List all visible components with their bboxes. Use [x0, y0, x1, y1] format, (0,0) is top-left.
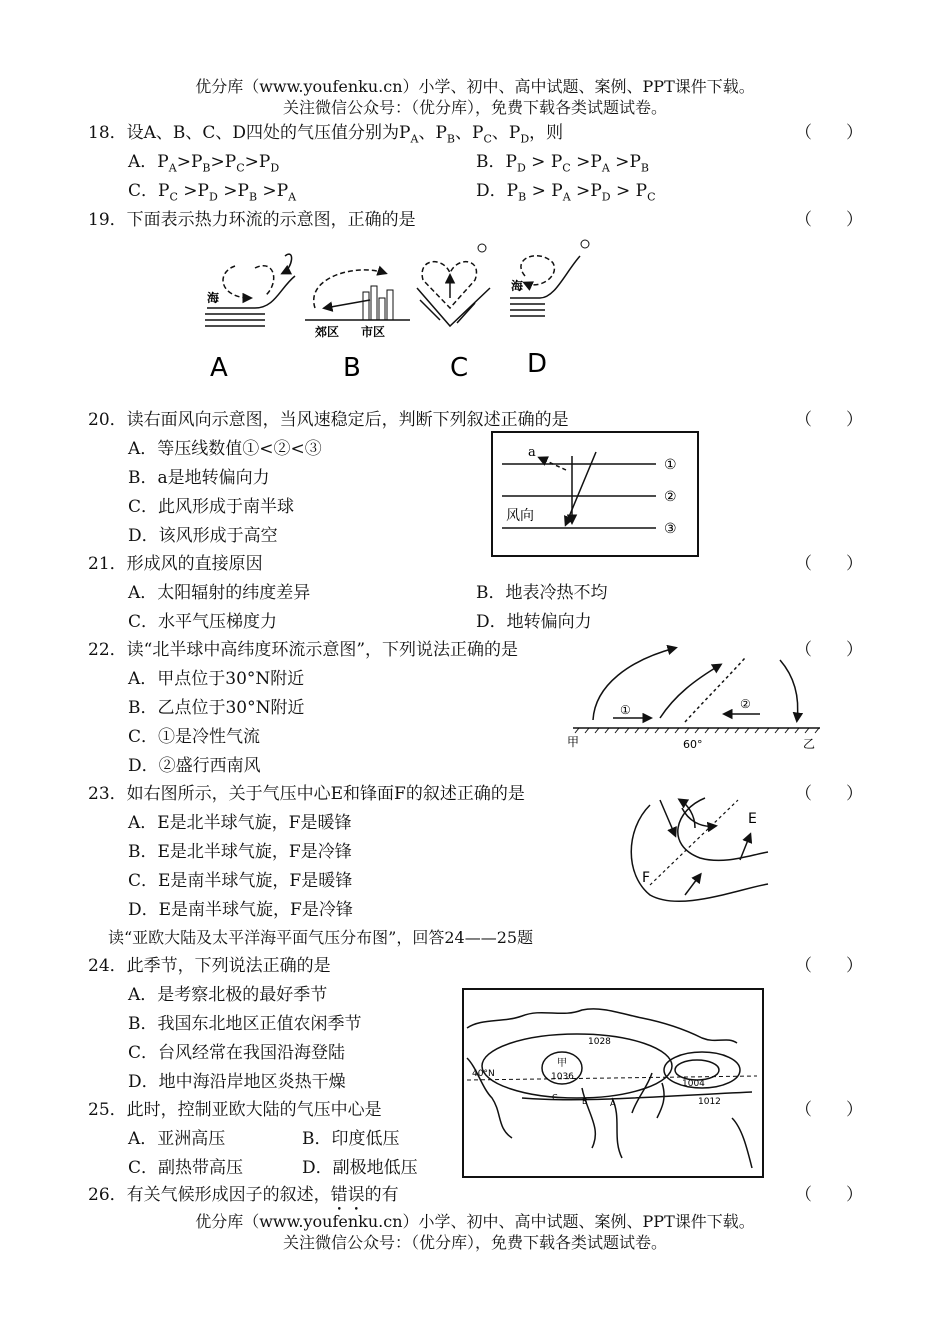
- isobar-1028-label: 1028: [588, 1037, 611, 1047]
- wind-direction-figure: [490, 430, 702, 560]
- isobar-label-3: ③: [664, 521, 677, 537]
- question-number: 24．: [88, 956, 127, 976]
- diagram-b[interactable]: [305, 270, 410, 383]
- latitude-40-label: 40°N: [472, 1069, 495, 1079]
- front-f-label: F: [642, 870, 651, 886]
- question-stem: 形成风的直接原因: [126, 554, 263, 574]
- airflow-1-label: ①: [620, 703, 631, 717]
- diagram-label-c: C: [450, 353, 469, 383]
- answer-blank-22[interactable]: （ ）: [795, 640, 863, 660]
- question-number: 19．: [88, 210, 127, 230]
- q25-option-b[interactable]: B．印度低压: [302, 1129, 400, 1149]
- question-number: 20．: [88, 410, 127, 430]
- q18-option-d[interactable]: D．$P_B > P_A >P_D > P_C$: [476, 181, 656, 204]
- thermal-circulation-figure: [195, 228, 615, 388]
- suburb-label: 郊区: [315, 325, 340, 339]
- q23-option-a[interactable]: A．E是北半球气旋，F是暖锋: [128, 813, 352, 833]
- question-25: [88, 1099, 382, 1121]
- city-label: 市区: [361, 325, 386, 339]
- isobar-1012-label: 1012: [698, 1097, 721, 1107]
- q25-option-d[interactable]: D．副极地低压: [302, 1158, 418, 1178]
- sun-icon: [478, 244, 486, 252]
- q23-option-d[interactable]: D．E是南半球气旋，F是冷锋: [128, 900, 353, 920]
- point-b-label: B: [582, 1097, 588, 1106]
- question-24: [88, 955, 331, 977]
- question-stem: 此时，控制亚欧大陆的气压中心是: [126, 1100, 382, 1120]
- question-18: 18．设A、B、C、D四处的气压值分别为$P_A$、$P_B$、$P_C$、$P_D$，则: [88, 123, 564, 146]
- q23-option-c[interactable]: C．E是南半球气旋，F是暖锋: [128, 871, 353, 891]
- question-20: [88, 409, 569, 431]
- q20-option-a[interactable]: A．等压线数值①<②<③: [128, 439, 322, 459]
- q24-option-d[interactable]: D．地中海沿岸地区炎热干燥: [128, 1072, 346, 1092]
- q21-option-c[interactable]: C．水平气压梯度力: [128, 612, 278, 632]
- q25-option-a[interactable]: A．亚洲高压: [128, 1129, 226, 1149]
- q20-option-c[interactable]: C．此风形成于南半球: [128, 497, 295, 517]
- diagram-label-d: D: [527, 349, 548, 379]
- question-number: 23．: [88, 784, 127, 804]
- sea-label: 海: [207, 291, 220, 305]
- question-number: 21．: [88, 554, 127, 574]
- q18-option-b[interactable]: B．$P_D > P_C >P_A >P_B$: [476, 152, 649, 175]
- q25-option-c[interactable]: C．副热带高压: [128, 1158, 244, 1178]
- question-stem: 读“北半球中高纬度环流示意图”，下列说法正确的是: [126, 640, 519, 660]
- latitude-60-label: 60°: [683, 738, 703, 751]
- question-stem: 下面表示热力环流的示意图，正确的是: [126, 210, 416, 230]
- question-21: [88, 553, 263, 575]
- point-jia-label: 甲: [567, 735, 580, 749]
- q21-option-b[interactable]: B．地表冷热不均: [476, 583, 608, 603]
- answer-blank-20[interactable]: （ ）: [795, 410, 863, 430]
- q22-option-a[interactable]: A．甲点位于30°N附近: [128, 669, 305, 689]
- q24-option-c[interactable]: C．台风经常在我国沿海登陆: [128, 1043, 346, 1063]
- question-number: 25．: [88, 1100, 127, 1120]
- question-number: 26．: [88, 1185, 127, 1205]
- q22-option-c[interactable]: C．①是冷性气流: [128, 727, 261, 747]
- question-number: 18．: [88, 123, 127, 143]
- question-22: [88, 639, 518, 661]
- q23-option-b[interactable]: B．E是北半球气旋，F是冷锋: [128, 842, 352, 862]
- sun-icon: [581, 240, 589, 248]
- point-a-label: A: [610, 1099, 616, 1108]
- isobar-label-2: ②: [664, 489, 677, 505]
- diagram-label-b: B: [343, 353, 361, 383]
- q18-option-a[interactable]: A．$P_A>P_B>P_C>P_D$: [128, 152, 280, 175]
- question-number: 22．: [88, 640, 127, 660]
- diagram-label-a: A: [210, 353, 228, 383]
- isobar-1004-label: 1004: [682, 1079, 705, 1089]
- q21-option-d[interactable]: D．地转偏向力: [476, 612, 592, 632]
- question-stem: 读右面风向示意图，当风速稳定后，判断下列叙述正确的是: [126, 410, 569, 430]
- q20-option-d[interactable]: D．该风形成于高空: [128, 526, 278, 546]
- answer-blank-21[interactable]: （ ）: [795, 554, 863, 574]
- isobar-label-1: ①: [664, 457, 677, 473]
- q24-option-b[interactable]: B．我国东北地区正值农闲季节: [128, 1014, 362, 1034]
- q22-option-d[interactable]: D．②盛行西南风: [128, 756, 261, 776]
- q20-option-b[interactable]: B．a是地转偏向力: [128, 468, 270, 488]
- isobar-1036-label: 1036: [551, 1072, 574, 1082]
- header-line-1: 优分库（www.youfenku.cn）小学、初中、高中试题、案例、PPT课件下载。: [195, 77, 755, 96]
- q18-option-c[interactable]: C．$P_C >P_D >P_B >P_A$: [128, 181, 297, 204]
- cyclone-front-figure: [620, 790, 770, 910]
- question-stem: 如右图所示，关于气压中心E和锋面F的叙述正确的是: [126, 784, 525, 804]
- point-c-label: C: [552, 1093, 558, 1102]
- wind-label: 风向: [506, 508, 534, 524]
- sea-label: 海: [511, 279, 524, 293]
- question-stem: 此季节，下列说法正确的是: [126, 956, 331, 976]
- pressure-center-e-label: E: [748, 811, 757, 827]
- diagram-c[interactable]: [417, 244, 490, 383]
- answer-blank-23[interactable]: （ ）: [795, 784, 863, 804]
- diagram-a[interactable]: [205, 254, 295, 383]
- question-stem: 设A、B、C、D四处的气压值分别为P: [126, 123, 411, 143]
- diagram-d[interactable]: [510, 240, 589, 379]
- header-line-2: 关注微信公众号：（优分库），免费下载各类试题试卷。: [282, 98, 667, 117]
- question-26: 26．有关气候形成因子的叙述，错误的有: [88, 1185, 399, 1205]
- force-a-label: a: [528, 445, 536, 460]
- circulation-figure: [565, 640, 825, 755]
- answer-blank-26[interactable]: （ ）: [795, 1185, 863, 1205]
- pressure-map-figure: [462, 988, 764, 1178]
- q21-option-a[interactable]: A．太阳辐射的纬度差异: [128, 583, 311, 603]
- q24-option-a[interactable]: A．是考察北极的最好季节: [128, 985, 328, 1005]
- footer-line-1: 优分库（www.youfenku.cn）小学、初中、高中试题、案例、PPT课件下载。: [195, 1212, 755, 1231]
- reading-instruction: 读“亚欧大陆及太平洋海平面气压分布图”，回答24——25题: [108, 928, 534, 947]
- point-yi-label: 乙: [803, 737, 816, 751]
- answer-blank-19[interactable]: （ ）: [795, 210, 863, 230]
- footer-line-2: 关注微信公众号：（优分库），免费下载各类试题试卷。: [282, 1233, 667, 1252]
- question-stem: 有关气候形成因子的叙述，: [126, 1185, 331, 1205]
- emphasis-text: 错误: [330, 1185, 365, 1205]
- answer-blank-25[interactable]: （ ）: [795, 1100, 863, 1120]
- question-23: [88, 783, 525, 805]
- answer-blank-18[interactable]: （ ）: [795, 123, 863, 143]
- high-jia-label: 甲: [557, 1058, 567, 1069]
- answer-blank-24[interactable]: （ ）: [795, 956, 863, 976]
- q22-option-b[interactable]: B．乙点位于30°N附近: [128, 698, 305, 718]
- airflow-2-label: ②: [740, 697, 751, 711]
